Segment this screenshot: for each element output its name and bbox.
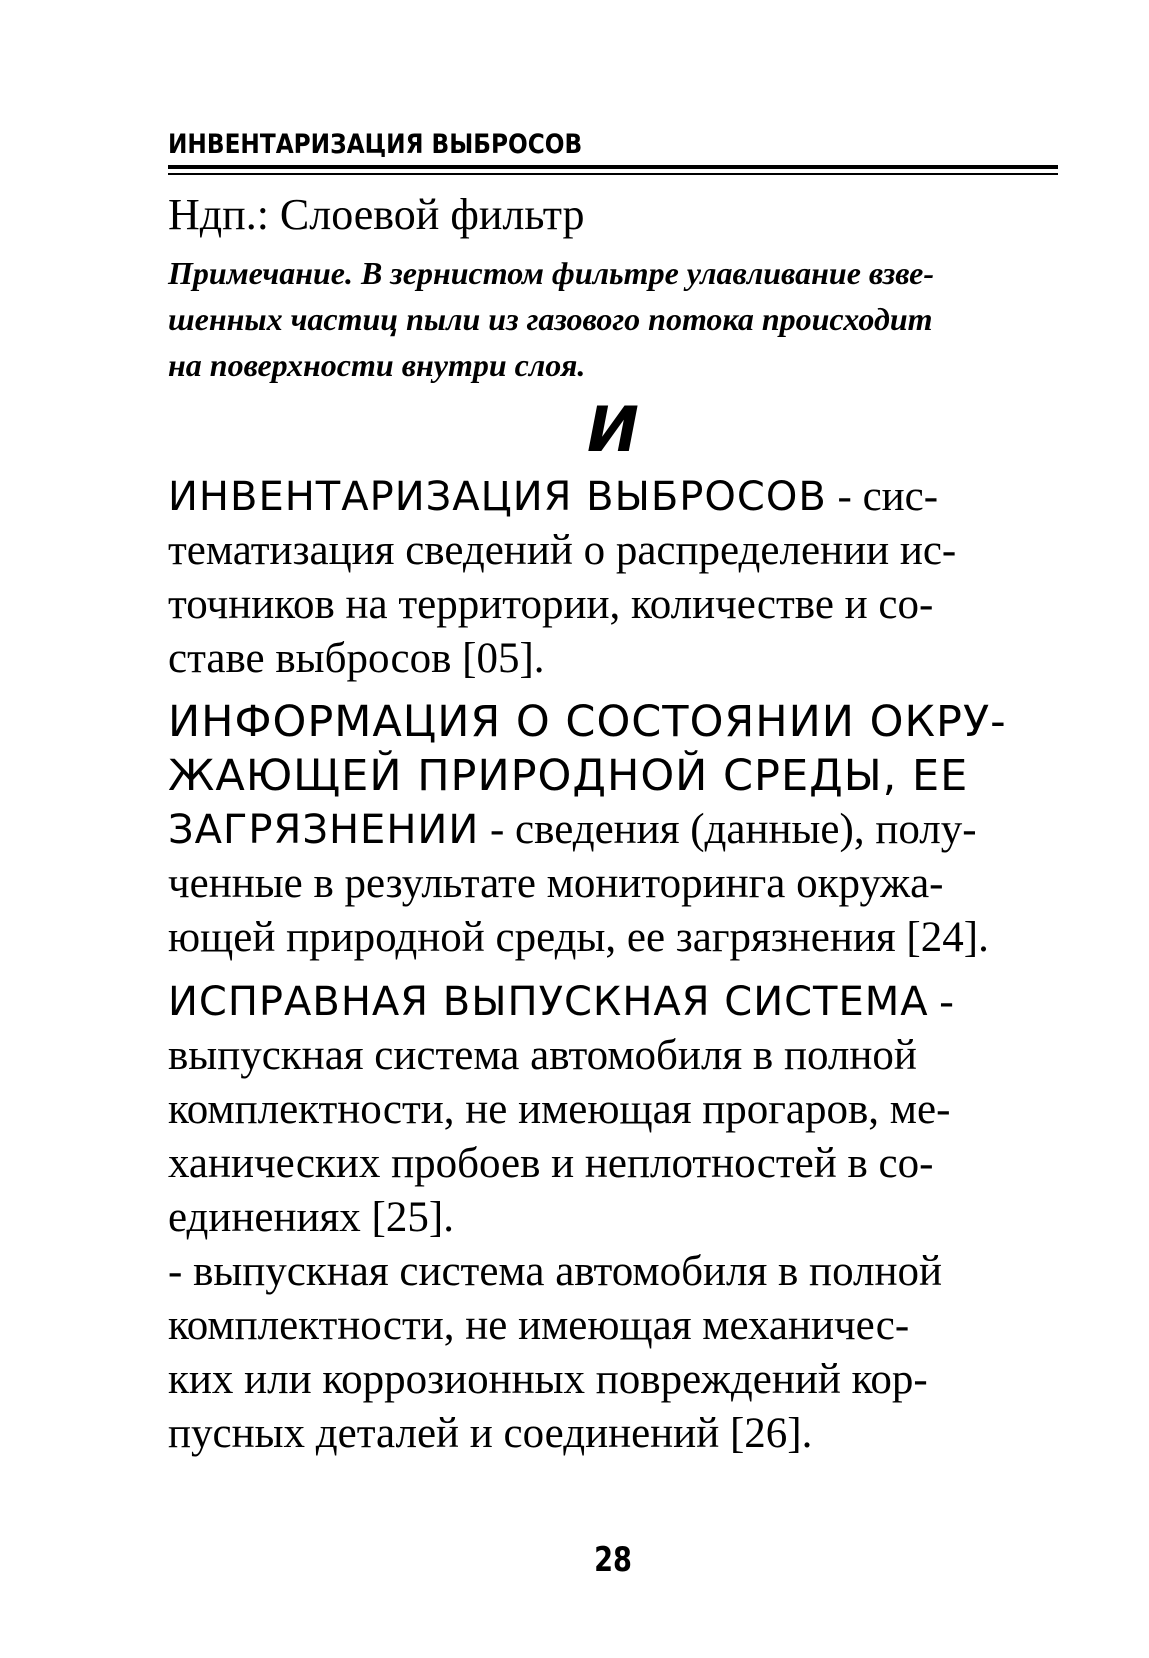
entry-definition-text: - сведения (данные), полу- <box>479 806 977 853</box>
note-paragraph <box>168 250 1058 388</box>
header-rule-thin <box>168 173 1058 175</box>
entry-line <box>168 803 1058 857</box>
entry-line <box>168 975 1058 1029</box>
entry-line <box>168 470 1058 524</box>
entry-line: тематизация сведений о распределении ис- <box>168 527 957 574</box>
note-line: шенных частиц пыли из газового потока происходит <box>168 301 933 337</box>
entry-definition-text: - <box>928 978 954 1025</box>
entry-term: ИСПРАВНАЯ ВЫПУСКНАЯ СИСТЕМА <box>168 979 929 1025</box>
entry-line: ющей природной среды, ее загрязнения [24]. <box>168 914 989 961</box>
entry-line: ких или коррозионных повреждений кор- <box>168 1356 928 1403</box>
glossary-entry <box>168 695 1058 965</box>
entry-line: выпускная система автомобиля в полной <box>168 1032 917 1079</box>
ndp-line: Ндп.: Слоевой фильтр <box>168 190 585 239</box>
note-line: на поверхности внутри слоя. <box>168 347 586 383</box>
entry-line: комплектности, не имеющая прогаров, ме- <box>168 1086 951 1133</box>
entry-line: - выпускная система автомобиля в полной <box>168 1248 942 1295</box>
entry-line: точников на территории, количестве и со- <box>168 581 934 628</box>
book-page <box>168 0 1058 1658</box>
entry-term: ИНФОРМАЦИЯ О СОСТОЯНИИ ОКРУ- <box>168 697 1007 747</box>
entry-term: ИНВЕНТАРИЗАЦИЯ ВЫБРОСОВ <box>168 474 827 520</box>
page-number: 28 <box>594 1540 632 1580</box>
entry-line: пусных деталей и соединений [26]. <box>168 1410 813 1457</box>
entry-line: ченные в результате мониторинга окружа- <box>168 860 944 907</box>
glossary-entry-continuation <box>168 1245 1058 1461</box>
entry-term: ЗАГРЯЗНЕНИИ <box>168 807 480 853</box>
entry-line: комплектности, не имеющая механичес- <box>168 1302 910 1349</box>
note-line: Примечание. В зернистом фильтре улавливание взве- <box>168 255 935 291</box>
entry-definition-text: - сис- <box>826 473 939 520</box>
section-letter: И <box>587 393 639 466</box>
entry-line: ханических пробоев и неплотностей в со- <box>168 1140 934 1187</box>
header-rule-thick <box>168 165 1058 169</box>
glossary-entry <box>168 975 1058 1245</box>
glossary-entry <box>168 470 1058 686</box>
running-head: ИНВЕНТАРИЗАЦИЯ ВЫБРОСОВ <box>168 129 583 160</box>
entry-line: ставе выбросов [05]. <box>168 635 545 682</box>
entry-line: единениях [25]. <box>168 1194 454 1241</box>
entry-term: ЖАЮЩЕЙ ПРИРОДНОЙ СРЕДЫ, ЕЕ <box>168 751 969 801</box>
